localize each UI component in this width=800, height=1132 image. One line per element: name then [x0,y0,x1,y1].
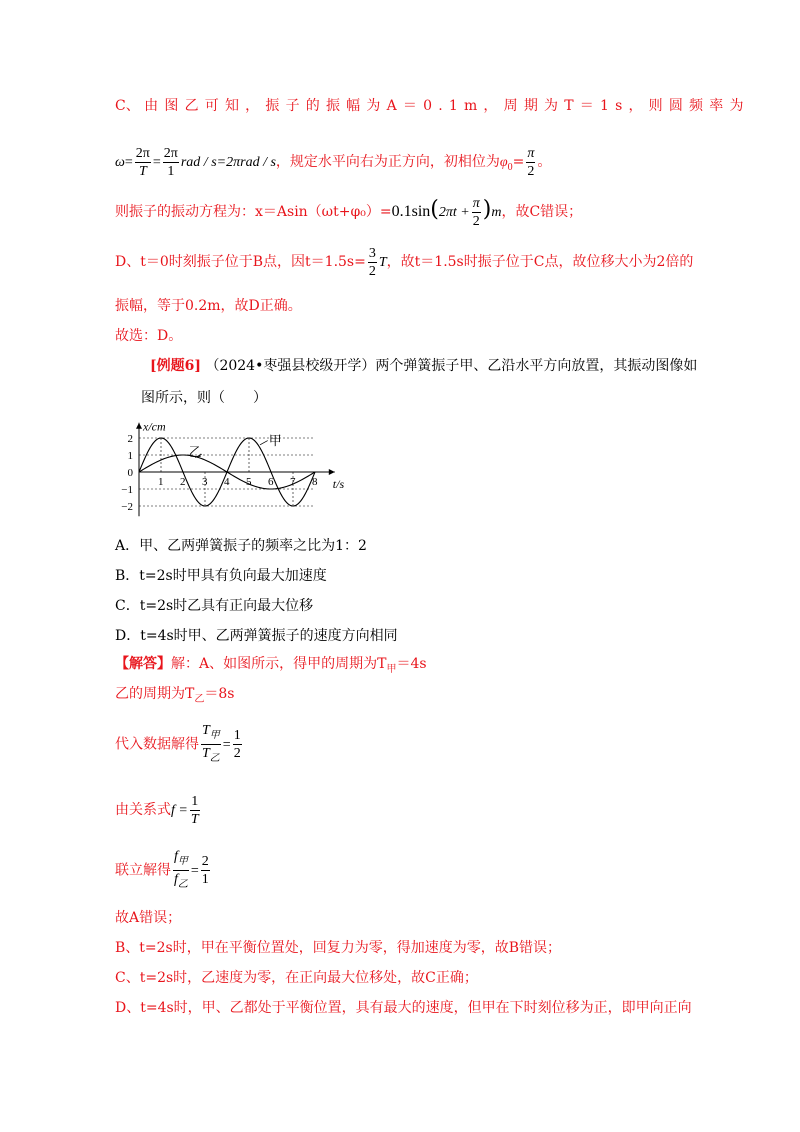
frac-num: π [472,195,480,211]
solution-line2-text: 乙的周期为T [115,686,195,702]
d-line1-a: D、t＝0时刻振子位于B点，因t＝1.5s= [115,254,366,270]
option-b: B．t=2s时甲具有负向最大加速度 [115,568,327,584]
phi0 [499,155,513,173]
eq-sign: = [190,863,199,879]
eq-sign: = [124,155,133,170]
series-label-jia: 甲 [268,433,282,449]
lianli-text: 联立解得 [115,862,171,879]
wrong-a: 故A错误； [115,910,182,926]
sub-jia: 甲 [177,855,188,867]
solution-d-line1 [115,242,693,282]
answer-line: 故选：D。 [115,328,183,344]
T-letter: T [202,723,210,738]
paren-close: ) [482,197,492,222]
frac-1-2 [233,727,242,762]
solution-line2 [115,684,234,710]
x-tick-7: 7 [290,476,296,488]
y-tick-0: 0 [127,467,133,479]
oscillation-chart [115,412,360,522]
relation-f [115,788,202,832]
x-tick-1: 1 [158,476,164,488]
frac-den: 2 [527,163,535,179]
frac-2pi-T [135,145,151,180]
x-tick-3: 3 [202,476,208,488]
x-tick-5: 5 [246,476,252,488]
sub-yi: 乙 [177,878,188,890]
series-label-yi: 乙 [188,445,202,461]
phi-sub: 0 [507,161,513,173]
example-header [150,356,697,376]
frac-num: 1 [233,727,241,743]
phi-symbol: φ [499,155,508,170]
solution-line2-end: ＝8s [204,686,235,702]
solution-line1-end: ＝4s [396,656,427,672]
frac-den: 1 [167,163,175,179]
frac-num: 2π [135,145,150,161]
frac-den: T [138,163,147,179]
guanxi-text: 由关系式 [115,802,171,818]
frac-2pi-1 [163,145,179,180]
example-text2: 图所示，则（ ） [141,390,267,406]
frac-2-1 [201,853,210,888]
x-axis-label: t/s [332,477,345,491]
frac-den: 1 [201,871,209,887]
sub-yi: 乙 [194,693,205,705]
unit-rad-s: rad / s [180,155,217,170]
sub-jia: 甲 [209,729,220,741]
frac-f-ratio [173,848,189,893]
ratio-T [115,722,244,766]
T-letter: T [202,745,210,761]
option-d: D．t=4s时甲、乙两弹簧振子的速度方向相同 [115,628,398,644]
frac-3-2 [368,245,377,280]
eqn-amplitude: 0.1sin [391,203,431,220]
x-axis-arrow [329,469,335,475]
omega-equation [115,142,551,182]
frac-den: 2 [233,745,241,761]
x-tick-8: 8 [312,476,318,488]
option-a: A．甲、乙两弹簧振子的频率之比为1：2 [115,538,367,554]
frac-num: π [527,145,535,161]
frac-den: 2 [368,263,376,279]
sub-jia: 甲 [386,663,397,675]
paren-open: ( [430,197,439,222]
vibration-equation [115,190,582,230]
frac-num [173,848,189,871]
frac-pi-2 [526,145,535,180]
period-end: 。 [537,154,552,170]
c-line1-text: 由图乙可知，振子的振幅为A＝0.1m，周期为T＝1s，则圆频率为 [144,98,750,114]
period-T: T [378,255,387,270]
leader-jia [260,441,268,445]
f-letter: f [174,849,178,864]
solution-line1-text: 解：A、如图所示，得甲的周期为T [171,656,387,672]
f-letter: f [174,871,178,887]
example-text1: （2024•枣强县校级开学）两个弹簧振子甲、乙沿水平方向放置，其振动图像如 [205,358,698,374]
solution-c-line1 [115,96,750,116]
frac-num: 3 [368,245,376,261]
example-label: [例题6] [150,358,201,374]
eq-sign: = [152,155,161,170]
frac-den [201,745,221,767]
frac-num [201,722,221,745]
eqn-unit: m [491,205,502,220]
solution-line1 [115,654,427,680]
solution-b: B、t=2s时，甲在平衡位置处，回复力为零，得加速度为零，故B错误； [115,940,562,956]
frac-den: T [190,811,199,827]
x-tick-2: 2 [180,476,186,488]
eqn-suffix: ，故C错误； [501,204,583,220]
y-axis-arrow [136,423,142,429]
frac-num: 1 [191,793,199,809]
frac-den [173,871,189,893]
eqn-prefix: 则振子的振动方程为：x＝Asin（ωt+φ₀）= [115,204,392,220]
frac-den: 2 [472,213,480,229]
c-prefix: C、 [115,98,140,114]
direction-text: ，规定水平向右为正方向，初相位为 [275,154,500,170]
f-eq: f = [171,803,188,818]
solution-c: C、t=2s时，乙速度为零，在正向最大位移处，故C正确； [115,970,478,986]
y-tick--1: −1 [121,484,133,496]
eq-sign: = [512,154,525,170]
y-tick-1: 1 [127,450,133,462]
ratio-f [115,848,212,892]
frac-num: 2π [163,145,178,161]
y-tick-2: 2 [127,433,133,445]
d-line1-b: ，故t＝1.5s时振子位于C点，故位移大小为2倍的 [386,254,694,270]
frac-num: 2 [201,853,209,869]
solution-label: 【解答】 [115,656,171,672]
x-tick-4: 4 [224,476,230,488]
frac-T-ratio [201,722,221,767]
omega-symbol: ω [115,155,125,170]
x-tick-6: 6 [268,476,274,488]
sub-yi: 乙 [209,752,220,764]
eq-sign: = [222,737,231,753]
frac-1-T [190,793,200,828]
solution-d: D、t=4s时，甲、乙都处于平衡位置，具有最大的速度，但甲在下时刻位移为正，即甲向正向 [115,1000,692,1016]
y-axis-label: x/cm [143,419,166,434]
daijie-text: 代入数据解得 [115,736,199,753]
y-tick--2: −2 [121,501,133,513]
eqn-phase: 2πt + [438,205,470,220]
option-c: C．t=2s时乙具有正向最大位移 [115,598,314,614]
solution-d-line2: 振幅，等于0.2m，故D正确。 [115,298,302,314]
frac-pi-2-b [472,195,481,230]
omega-value: =2πrad / s [216,155,276,170]
